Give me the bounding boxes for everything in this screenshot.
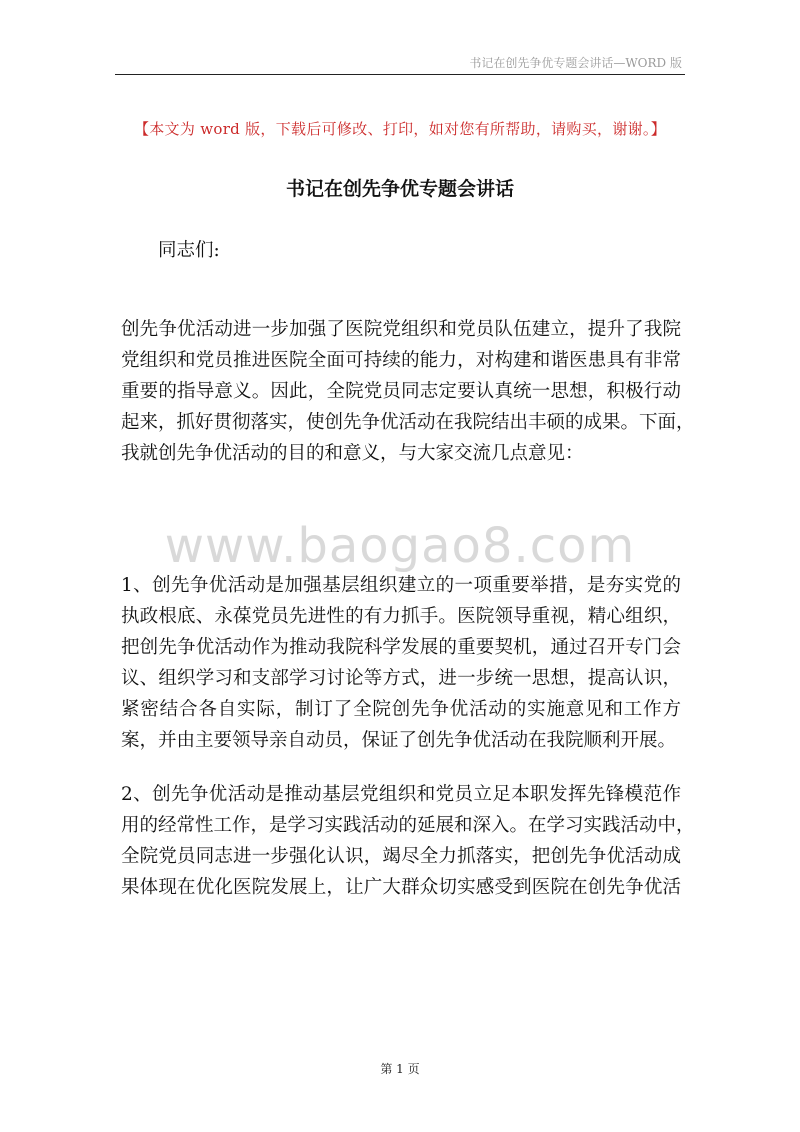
paragraph-line: 重要的指导意义。因此，全院党员同志定要认真统一思想，积极行动 — [121, 381, 681, 402]
paragraph-line: 执政根底、永葆党员先进性的有力抓手。医院领导重视，精心组织， — [121, 606, 681, 627]
header-divider — [115, 74, 685, 75]
paragraph-line: 果体现在优化医院发展上，让广大群众切实感受到医院在创先争优活 — [121, 877, 681, 898]
paragraph-line: 我就创先争优活动的目的和意义，与大家交流几点意见： — [121, 443, 584, 464]
running-header: 书记在创先争优专题会讲话—WORD 版 — [469, 56, 682, 70]
paragraph-line: 用的经常性工作，是学习实践活动的延展和深入。在学习实践活动中， — [121, 815, 695, 836]
greeting: 同志们: — [158, 240, 220, 261]
paragraph-line: 议、组织学习和支部学习讨论等方式，进一步统一思想，提高认识， — [121, 668, 681, 689]
download-notice: 【本文为 word 版，下载后可修改、打印，如对您有所帮助，请购买，谢谢。】 — [133, 120, 667, 138]
page-number: 第 1 页 — [380, 1062, 420, 1076]
watermark: www.baogao8.com — [164, 518, 636, 574]
paragraph-point-2 — [121, 779, 695, 903]
paragraph-line: 2、创先争优活动是推动基层党组织和党员立足本职发挥先锋模范作 — [121, 784, 681, 805]
paragraph-line: 案，并由主要领导亲自动员，保证了创先争优活动在我院顺利开展。 — [121, 730, 677, 751]
paragraph-line: 全院党员同志进一步强化认识，竭尽全力抓落实，把创先争优活动成 — [121, 846, 681, 867]
paragraph-line: 起来，抓好贯彻落实，使创先争优活动在我院结出丰硕的成果。下面， — [121, 412, 695, 433]
paragraph-line: 创先争优活动进一步加强了医院党组织和党员队伍建立，提升了我院 — [121, 319, 681, 340]
document-title: 书记在创先争优专题会讲话 — [285, 178, 514, 200]
paragraph-line: 党组织和党员推进医院全面可持续的能力，对构建和谐医患具有非常 — [121, 350, 681, 371]
paragraph-line: 紧密结合各自实际，制订了全院创先争优活动的实施意见和工作方 — [121, 699, 681, 720]
paragraph-line: 1、创先争优活动是加强基层组织建立的一项重要举措，是夯实党的 — [121, 575, 681, 596]
paragraph-line: 把创先争优活动作为推动我院科学发展的重要契机，通过召开专门会 — [121, 637, 681, 658]
paragraph-intro — [121, 314, 695, 469]
paragraph-point-1 — [121, 570, 681, 756]
